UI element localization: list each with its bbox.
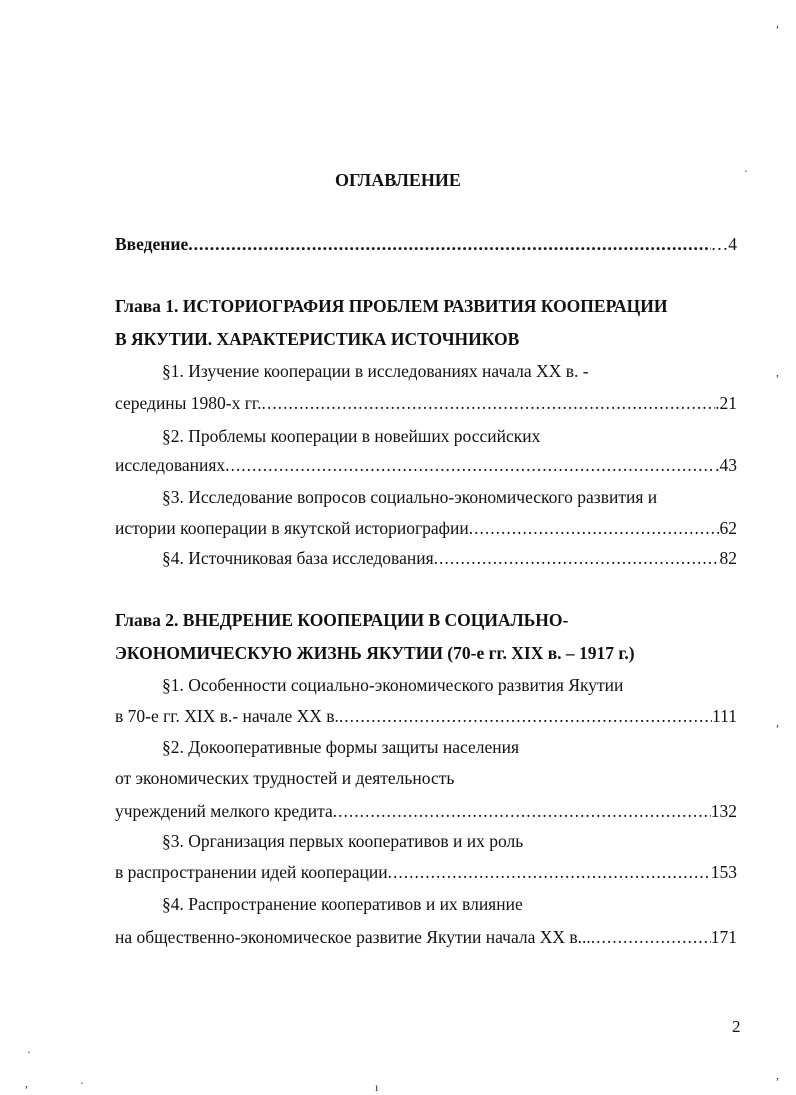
chapter1-heading: Глава 1. ИСТОРИОГРАФИЯ ПРОБЛЕМ РАЗВИТИЯ КООПЕРАЦИИ	[115, 296, 668, 316]
ch1-section2-title: §2. Проблемы кооперации в новейших российских	[162, 426, 541, 446]
toc-page: .21	[715, 393, 737, 413]
scan-speck: ,	[776, 1068, 779, 1082]
toc-entry-ch1-s4	[162, 546, 737, 570]
toc-page: .43	[715, 455, 737, 475]
toc-entry-label: в распространении идей кооперации	[115, 862, 388, 882]
page-title: ОГЛАВЛЕНИЕ	[335, 170, 461, 190]
toc-entry-label: §4. Источниковая база исследования	[162, 548, 434, 568]
toc-page: 82	[719, 548, 737, 568]
toc-entry-ch2-s4	[115, 925, 737, 949]
ch1-section3-title: §3. Исследование вопросов социально-экономического развития и	[162, 487, 658, 507]
toc-entry-ch1-s2	[115, 453, 737, 477]
toc-page: …4	[710, 234, 737, 254]
ch2-section3-title: §3. Организация первых кооперативов и их роль	[162, 831, 524, 851]
toc-page: 111	[712, 706, 737, 726]
scan-speck: ·	[80, 1076, 84, 1090]
scan-speck: ,	[776, 16, 779, 30]
page-number: 2	[732, 1017, 741, 1036]
toc-entry-label: Введение	[115, 234, 189, 254]
toc-entry-ch2-s1	[115, 704, 737, 728]
scan-speck: ,	[776, 365, 779, 379]
toc-page: 153	[710, 862, 737, 882]
dot-leader	[225, 453, 715, 477]
toc-entry-intro	[115, 232, 737, 256]
toc-entry-ch2-s2	[115, 799, 737, 823]
toc-entry-label: середины 1980-х гг.	[115, 393, 262, 413]
dot-leader	[469, 516, 720, 540]
ch2-section4-title: §4. Распространение кооперативов и их влияние	[162, 894, 523, 914]
dot-leader	[262, 391, 716, 415]
toc-entry-label: на общественно-экономическое развитие Якутии начала XX в...	[115, 927, 591, 947]
toc-page: 171	[710, 927, 737, 947]
chapter2-heading-cont: ЭКОНОМИЧЕСКУЮ ЖИЗНЬ ЯКУТИИ (70-е гг. XIX в. – 1917 г.)	[115, 643, 635, 663]
toc-page: 132	[710, 801, 737, 821]
scan-speck: ,	[776, 715, 779, 729]
toc-entry-label: учреждений мелкого кредита	[115, 801, 333, 821]
dot-leader	[339, 704, 712, 728]
scan-speck: ı	[375, 1080, 379, 1094]
chapter1-heading-cont: В ЯКУТИИ. ХАРАКТЕРИСТИКА ИСТОЧНИКОВ	[115, 329, 520, 349]
toc-entry-label: исследованиях	[115, 455, 226, 475]
toc-entry-label: истории кооперации в якутской историографии	[115, 518, 469, 538]
ch1-section1-title: §1. Изучение кооперации в исследованиях начала XX в. -	[162, 361, 589, 381]
scan-speck: ,	[25, 1076, 28, 1090]
ch2-section1-title: §1. Особенности социально-экономического развития Якутии	[162, 675, 624, 695]
dot-leader	[591, 925, 711, 949]
ch2-section2-title: §2. Докооперативные формы защиты населения	[162, 737, 520, 757]
scan-speck: ·	[744, 164, 748, 178]
dot-leader	[188, 232, 711, 256]
toc-entry-label: в 70-е гг. XIX в.- начале XX в.	[115, 706, 339, 726]
chapter2-heading: Глава 2. ВНЕДРЕНИЕ КООПЕРАЦИИ В СОЦИАЛЬНО-	[115, 610, 569, 630]
toc-entry-ch2-s3	[115, 860, 737, 884]
toc-entry-ch1-s1	[115, 391, 737, 415]
dot-leader	[333, 799, 711, 823]
dot-leader	[434, 546, 720, 570]
ch2-section2-title-cont: от экономических трудностей и деятельность	[115, 768, 455, 788]
scan-speck: ·	[27, 1045, 31, 1059]
toc-page: 62	[719, 518, 737, 538]
dot-leader	[388, 860, 711, 884]
toc-entry-ch1-s3	[115, 516, 737, 540]
